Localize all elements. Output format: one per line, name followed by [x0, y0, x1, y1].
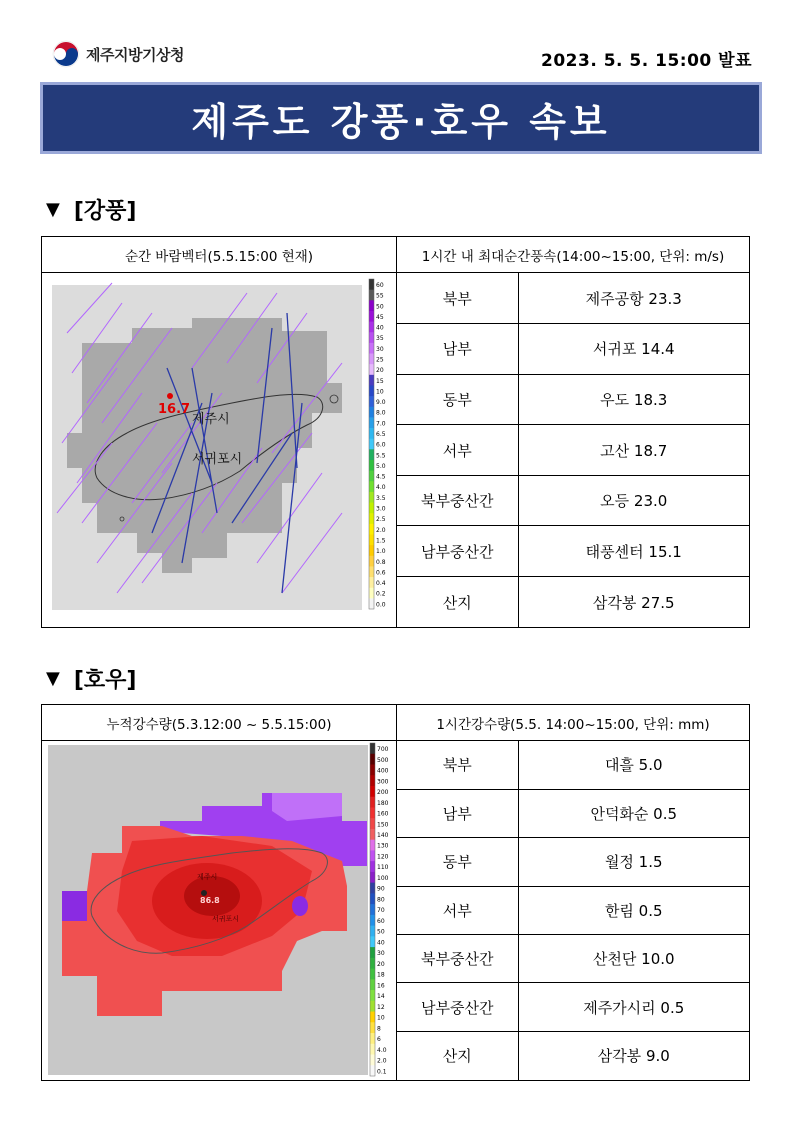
- colorbar-tick-label: 0.6: [376, 569, 386, 577]
- colorbar-tick-label: 700: [377, 746, 389, 754]
- colorbar-tick-label: 18: [377, 971, 385, 979]
- station-value-cell: 삼각봉 27.5: [592, 593, 675, 612]
- colorbar-tick-label: 4.0: [377, 1046, 387, 1054]
- wind-map-caption: 순간 바람벡터(5.5.15:00 현재): [42, 237, 397, 273]
- colorbar-swatch: [370, 861, 375, 872]
- wind-heading-label: [강풍]: [73, 199, 137, 224]
- colorbar-swatch: [369, 577, 374, 588]
- station-value-cell: 한림 0.5: [518, 886, 749, 934]
- station-value-cell: 삼각봉 9.0: [597, 1047, 670, 1066]
- wind-vector-map: [42, 273, 397, 627]
- region-cell: 남부중산간: [397, 526, 518, 577]
- colorbar-swatch: [370, 1065, 375, 1076]
- colorbar-swatch: [369, 503, 374, 514]
- region-cell: 북부중산간: [397, 935, 518, 983]
- colorbar-swatch: [370, 1022, 375, 1033]
- colorbar-tick-label: 30: [376, 345, 384, 353]
- colorbar-tick-label: 40: [376, 324, 384, 332]
- colorbar-tick-label: 15: [376, 377, 384, 385]
- region-cell: 산지: [397, 577, 518, 628]
- colorbar-tick-label: 400: [377, 767, 389, 775]
- rain-map-caption: 누적강수량(5.3.12:00 ~ 5.5.15:00): [42, 705, 397, 741]
- region-cell: 서부: [397, 425, 518, 476]
- triangle-down-icon: ▼: [46, 668, 60, 689]
- colorbar-swatch: [370, 883, 375, 894]
- colorbar-tick-label: 120: [377, 853, 389, 861]
- colorbar-tick-label: 10: [376, 388, 384, 396]
- colorbar-tick-label: 14: [377, 993, 385, 1001]
- table-row: [397, 789, 749, 837]
- station-value-cell: 대흘 5.0: [518, 741, 749, 789]
- colorbar-tick-label: 16: [377, 982, 385, 990]
- colorbar-swatch: [370, 807, 375, 818]
- colorbar-swatch: [369, 322, 374, 333]
- colorbar-swatch: [369, 417, 374, 428]
- colorbar-tick-label: 6.5: [376, 431, 386, 439]
- region-cell: 북부: [397, 741, 518, 789]
- colorbar-tick-label: 80: [377, 896, 385, 904]
- colorbar-tick-label: 4.5: [376, 473, 386, 481]
- colorbar-swatch: [369, 375, 374, 386]
- colorbar-swatch: [370, 926, 375, 937]
- station-value-cell: 고산 18.7: [518, 425, 749, 476]
- colorbar-swatch: [370, 1012, 375, 1023]
- colorbar-tick-label: 8.0: [376, 409, 386, 417]
- region-cell: 북부중산간: [397, 475, 518, 526]
- colorbar-swatch: [370, 818, 375, 829]
- colorbar-tick-label: 2.5: [376, 516, 386, 524]
- table-row: [397, 425, 749, 476]
- colorbar-swatch: [369, 534, 374, 545]
- colorbar-tick-label: 160: [377, 810, 389, 818]
- colorbar-tick-label: 90: [377, 885, 385, 893]
- station-value-cell: 제주가시리 0.5: [518, 983, 749, 1031]
- colorbar-swatch: [369, 385, 374, 396]
- colorbar-tick-label: 3.0: [376, 505, 386, 513]
- colorbar-swatch: [369, 428, 374, 439]
- colorbar-swatch: [369, 471, 374, 482]
- rain-heading-label: [호우]: [73, 668, 137, 693]
- colorbar-swatch: [369, 492, 374, 503]
- colorbar-swatch: [370, 969, 375, 980]
- colorbar-tick-label: 1.0: [376, 548, 386, 556]
- colorbar-swatch: [370, 840, 375, 851]
- table-row: [397, 935, 749, 983]
- colorbar-swatch: [370, 893, 375, 904]
- colorbar-swatch: [369, 481, 374, 492]
- colorbar-swatch: [370, 936, 375, 947]
- table-row: [397, 526, 749, 577]
- colorbar-swatch: [369, 364, 374, 375]
- station-value-cell: 오등 23.0: [518, 475, 749, 526]
- colorbar-swatch: [370, 947, 375, 958]
- triangle-down-icon: ▼: [46, 199, 60, 220]
- colorbar-swatch: [369, 279, 374, 290]
- colorbar-tick-label: 0.2: [376, 590, 386, 598]
- colorbar-swatch: [370, 786, 375, 797]
- table-row: [397, 1031, 749, 1079]
- rain-map-value: 86.8: [200, 896, 220, 905]
- colorbar-tick-label: 40: [377, 939, 385, 947]
- title-banner: [40, 82, 762, 154]
- colorbar-swatch: [369, 354, 374, 365]
- table-row: [397, 374, 749, 425]
- station-value-cell: 산천단 10.0: [518, 935, 749, 983]
- station-value-cell: 안덕화순 0.5: [518, 789, 749, 837]
- colorbar-tick-label: 180: [377, 799, 389, 807]
- colorbar-tick-label: 2.0: [376, 526, 386, 534]
- table-row: [397, 741, 749, 789]
- colorbar-swatch: [370, 1033, 375, 1044]
- wind-map-city-north: 제주시: [192, 412, 230, 427]
- colorbar-swatch: [369, 300, 374, 311]
- colorbar-tick-label: 8: [377, 1025, 381, 1033]
- station-value-cell: 태풍센터 15.1: [518, 526, 749, 577]
- table-row: [397, 983, 749, 1031]
- station-value-cell: 서귀포 14.4: [518, 324, 749, 375]
- colorbar-tick-label: 140: [377, 831, 389, 839]
- colorbar-swatch: [370, 1044, 375, 1055]
- colorbar-tick-label: 100: [377, 874, 389, 882]
- colorbar-tick-label: 20: [376, 367, 384, 375]
- colorbar-swatch: [370, 764, 375, 775]
- region-cell: 남부: [397, 324, 518, 375]
- colorbar-swatch: [369, 566, 374, 577]
- rain-table: [397, 741, 749, 1080]
- colorbar-tick-label: 0.8: [376, 558, 386, 566]
- colorbar-tick-label: 5.0: [376, 462, 386, 470]
- colorbar-tick-label: 30: [377, 950, 385, 958]
- station-value-cell: 제주공항 23.3: [518, 273, 749, 324]
- agency-name: 제주지방기상청: [86, 45, 184, 64]
- wind-map: [42, 273, 397, 627]
- colorbar-swatch: [370, 904, 375, 915]
- region-cell: 동부: [397, 374, 518, 425]
- colorbar-swatch: [370, 743, 375, 754]
- colorbar-swatch: [370, 990, 375, 1001]
- colorbar-tick-label: 150: [377, 821, 389, 829]
- rain-map-city-north: 제주시: [197, 873, 218, 881]
- colorbar-swatch: [370, 829, 375, 840]
- colorbar-tick-label: 6: [377, 1036, 381, 1044]
- agency-logo: [52, 40, 184, 68]
- max-gust-marker: [167, 393, 173, 399]
- colorbar-swatch: [370, 958, 375, 969]
- rain-map: [42, 741, 397, 1080]
- region-cell: 북부: [397, 273, 518, 324]
- colorbar-tick-label: 60: [376, 281, 384, 289]
- rain-map-city-south: 서귀포시: [212, 915, 240, 923]
- colorbar-tick-label: 0.1: [377, 1068, 387, 1076]
- colorbar-tick-label: 300: [377, 778, 389, 786]
- rain-section-heading: [46, 663, 136, 694]
- table-row: [397, 273, 749, 324]
- colorbar-swatch: [369, 290, 374, 301]
- colorbar-tick-label: 110: [377, 864, 389, 872]
- colorbar-tick-label: 25: [376, 356, 384, 364]
- colorbar-swatch: [370, 1001, 375, 1012]
- colorbar-swatch: [370, 797, 375, 808]
- colorbar-tick-label: 7.0: [376, 420, 386, 428]
- colorbar-swatch: [370, 1055, 375, 1066]
- colorbar-swatch: [370, 775, 375, 786]
- colorbar-tick-label: 10: [377, 1014, 385, 1022]
- colorbar-swatch: [369, 556, 374, 567]
- wind-section-heading: [46, 194, 136, 225]
- colorbar-tick-label: 0.4: [376, 580, 386, 588]
- rain-accumulation-map: [42, 741, 397, 1080]
- colorbar-swatch: [369, 598, 374, 609]
- colorbar-tick-label: 70: [377, 907, 385, 915]
- table-row: [397, 838, 749, 886]
- colorbar-swatch: [369, 545, 374, 556]
- colorbar-tick-label: 3.5: [376, 494, 386, 502]
- colorbar-swatch: [370, 872, 375, 883]
- table-row: [397, 324, 749, 375]
- colorbar-tick-label: 9.0: [376, 399, 386, 407]
- station-value-cell: 월정 1.5: [518, 838, 749, 886]
- wind-panel: [41, 236, 750, 628]
- region-cell: 동부: [397, 838, 518, 886]
- colorbar-tick-label: 50: [377, 928, 385, 936]
- colorbar-swatch: [369, 439, 374, 450]
- wind-map-city-south: 서귀포시: [192, 452, 243, 467]
- colorbar-swatch: [369, 449, 374, 460]
- station-value-cell: 우도 18.3: [518, 374, 749, 425]
- colorbar-tick-label: 4.0: [376, 484, 386, 492]
- wind-table: [397, 273, 749, 627]
- colorbar-tick-label: 12: [377, 1003, 385, 1011]
- colorbar-tick-label: 500: [377, 756, 389, 764]
- table-row: [397, 886, 749, 934]
- colorbar-tick-label: 1.5: [376, 537, 386, 545]
- colorbar-tick-label: 20: [377, 960, 385, 968]
- colorbar-swatch: [369, 524, 374, 535]
- region-cell: 남부: [397, 789, 518, 837]
- colorbar-swatch: [370, 754, 375, 765]
- wind-colorbar: [369, 279, 386, 610]
- colorbar-swatch: [370, 850, 375, 861]
- colorbar-swatch: [369, 460, 374, 471]
- colorbar-swatch: [369, 311, 374, 322]
- colorbar-tick-label: 5.5: [376, 452, 386, 460]
- colorbar-swatch: [369, 407, 374, 418]
- colorbar-tick-label: 60: [377, 917, 385, 925]
- page-title: 제주도 강풍·호우 속보: [191, 99, 611, 144]
- colorbar-tick-label: 0.0: [376, 601, 386, 609]
- colorbar-tick-label: 6.0: [376, 441, 386, 449]
- colorbar-swatch: [369, 396, 374, 407]
- colorbar-swatch: [369, 332, 374, 343]
- colorbar-tick-label: 35: [376, 335, 384, 343]
- colorbar-tick-label: 130: [377, 842, 389, 850]
- colorbar-tick-label: 45: [376, 313, 384, 321]
- region-cell: 산지: [397, 1031, 518, 1079]
- government-emblem-icon: [52, 40, 80, 68]
- wind-table-caption: 1시간 내 최대순간풍속(14:00~15:00, 단위: m/s): [397, 237, 749, 273]
- region-cell: 남부중산간: [397, 983, 518, 1031]
- region-cell: 서부: [397, 886, 518, 934]
- colorbar-swatch: [370, 979, 375, 990]
- colorbar-swatch: [369, 588, 374, 599]
- issued-time: 2023. 5. 5. 15:00 발표: [541, 51, 752, 71]
- colorbar-tick-label: 50: [376, 303, 384, 311]
- colorbar-swatch: [369, 343, 374, 354]
- table-row: [397, 577, 749, 628]
- table-row: [397, 475, 749, 526]
- colorbar-tick-label: 200: [377, 789, 389, 797]
- rain-panel: [41, 704, 750, 1081]
- colorbar-tick-label: 2.0: [377, 1057, 387, 1065]
- rain-table-caption: 1시간강수량(5.5. 14:00~15:00, 단위: mm): [397, 705, 749, 741]
- colorbar-swatch: [370, 915, 375, 926]
- colorbar-swatch: [369, 513, 374, 524]
- colorbar-tick-label: 55: [376, 292, 384, 300]
- wind-map-value: 16.7: [158, 402, 191, 417]
